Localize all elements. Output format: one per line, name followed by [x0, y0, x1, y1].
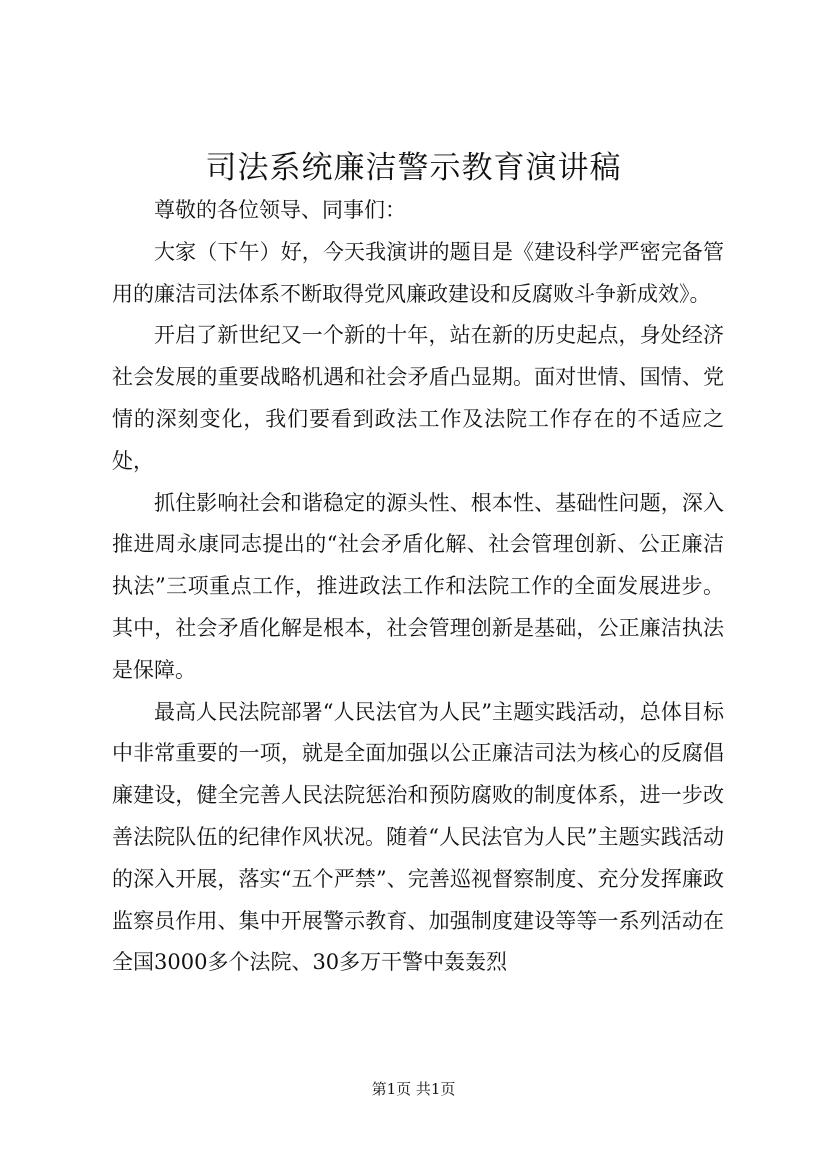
page-footer: 第1页 共1页 [371, 1080, 456, 1098]
body-paragraph: 最高人民法院部署“人民法官为人民”主题实践活动，总体目标中非常重要的一项，就是全面加强以公正廉洁司法为核心的反腐倡廉建设，健全完善人民法院惩治和预防腐败的制度体系，进一步改善法院队伍的纪律作风状况。随着“人民法官为人民”主题实践活动的深入开展，落实“五个严禁”、完善巡视督察制度、充分发挥廉政监察员作用、集中开展警示教育、加强制度建设等等一系列活动在全国3000多个法院、30多万干警中轰轰烈 [112, 699, 724, 975]
body-paragraph: 开启了新世纪又一个新的十年，站在新的历史起点，身处经济社会发展的重要战略机遇和社会矛盾凸显期。面对世情、国情、党情的深刻变化，我们要看到政法工作及法院工作存在的不适应之处， [112, 323, 724, 473]
document-title: 司法系统廉洁警示教育演讲稿 [205, 150, 622, 186]
body-paragraph: 大家（下午）好，今天我演讲的题目是《建设科学严密完备管用的廉洁司法体系不断取得党风廉政建设和反腐败斗争新成效》。 [112, 239, 724, 306]
body-paragraph: 抓住影响社会和谐稳定的源头性、根本性、基础性问题，深入推进周永康同志提出的“社会矛盾化解、社会管理创新、公正廉洁执法”三项重点工作，推进政法工作和法院工作的全面发展进步。其中，社会矛盾化解是根本，社会管理创新是基础，公正廉洁执法是保障。 [112, 490, 724, 682]
document-body [112, 190, 724, 984]
salutation-paragraph: 尊敬的各位领导、同事们： [154, 198, 406, 222]
